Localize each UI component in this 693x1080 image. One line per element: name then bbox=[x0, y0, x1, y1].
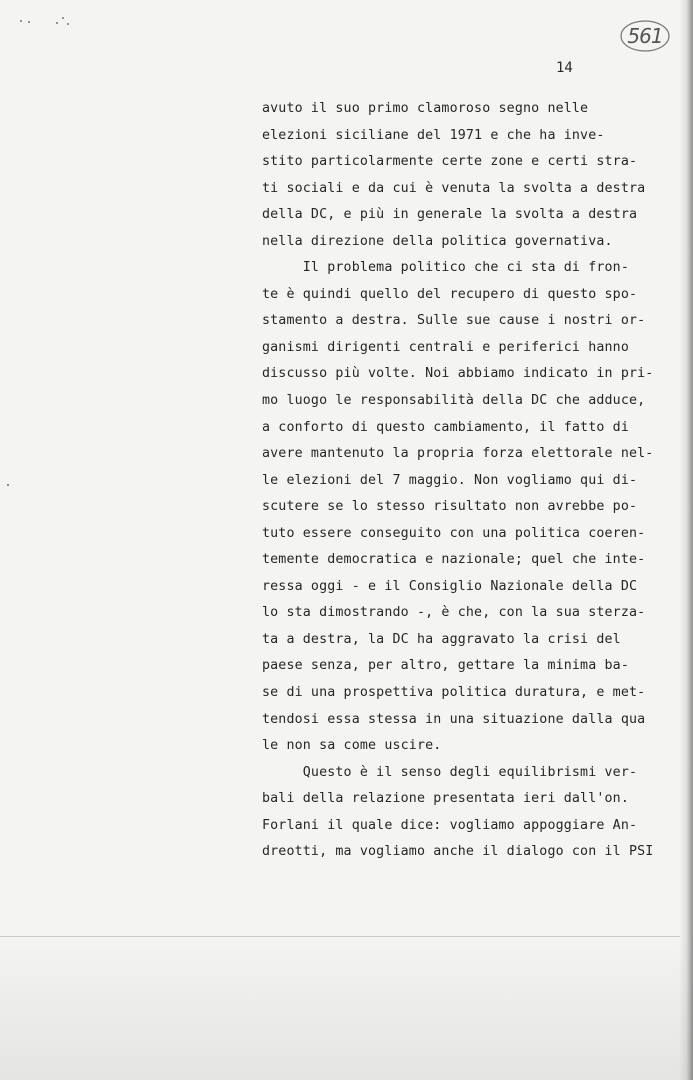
text-line: tuto essere conseguito con una politica coeren- bbox=[262, 525, 646, 541]
margin-dot bbox=[7, 484, 9, 486]
text-line: ti sociali e da cui è venuta la svolta a destra bbox=[262, 180, 646, 196]
text-line: a conforto di questo cambiamento, il fatto di bbox=[262, 419, 629, 435]
page-edge-shadow bbox=[679, 0, 693, 1080]
text-line: tendosi essa stessa in una situazione dalla qua bbox=[262, 711, 646, 727]
speck bbox=[62, 17, 64, 19]
text-line: ressa oggi - e il Consiglio Nazionale della DC bbox=[262, 578, 638, 594]
page-bottom-shade bbox=[0, 935, 693, 1080]
archive-stamp-number: 561 bbox=[627, 24, 663, 48]
text-line: Il problema politico che ci sta di fron- bbox=[262, 260, 629, 276]
text-line: te è quindi quello del recupero di questo spo- bbox=[262, 286, 638, 302]
text-line: Forlani il quale dice: vogliamo appoggiare An- bbox=[262, 817, 638, 833]
speck bbox=[28, 21, 30, 23]
archive-stamp bbox=[619, 19, 671, 53]
text-line: stamento a destra. Sulle sue cause i nostri or- bbox=[262, 313, 646, 329]
text-line: se di una prospettiva politica duratura, e met- bbox=[262, 685, 646, 701]
text-line: dreotti, ma vogliamo anche il dialogo con il PSI bbox=[262, 844, 654, 860]
text-line: le elezioni del 7 maggio. Non vogliamo qui di- bbox=[262, 472, 638, 488]
text-line: avere mantenuto la propria forza elettorale nel- bbox=[262, 446, 654, 462]
speck bbox=[20, 20, 22, 22]
text-line: stito particolarmente certe zone e certi stra- bbox=[262, 154, 638, 170]
text-line: elezioni siciliane del 1971 e che ha inve- bbox=[262, 127, 605, 143]
speck bbox=[56, 22, 58, 24]
text-line: lo sta dimostrando -, è che, con la sua sterza- bbox=[262, 605, 646, 621]
text-line: avuto il suo primo clamoroso segno nelle bbox=[262, 101, 589, 116]
speck bbox=[67, 23, 69, 25]
text-line: ganismi dirigenti centrali e periferici hanno bbox=[262, 339, 629, 355]
text-line: della DC, e più in generale la svolta a destra bbox=[262, 207, 638, 223]
page-number: 14 bbox=[556, 60, 573, 76]
text-line: ta a destra, la DC ha aggravato la crisi del bbox=[262, 631, 621, 647]
typed-text-body bbox=[262, 96, 682, 866]
text-line: le non sa come uscire. bbox=[262, 738, 442, 754]
paper-specks bbox=[18, 14, 78, 26]
text-line: Questo è il senso degli equilibrismi ver- bbox=[262, 764, 638, 780]
text-line: mo luogo le responsabilità della DC che adduce, bbox=[262, 393, 646, 409]
text-line: scutere se lo stesso risultato non avrebbe po- bbox=[262, 499, 638, 515]
text-line: temente democratica e nazionale; quel che inte- bbox=[262, 552, 646, 568]
text-line: nella direzione della politica governativa. bbox=[262, 233, 613, 249]
text-line: bali della relazione presentata ieri dall'on. bbox=[262, 791, 629, 807]
text-line: paese senza, per altro, gettare la minima ba- bbox=[262, 658, 629, 674]
text-line: discusso più volte. Noi abbiamo indicato in pri- bbox=[262, 366, 654, 382]
